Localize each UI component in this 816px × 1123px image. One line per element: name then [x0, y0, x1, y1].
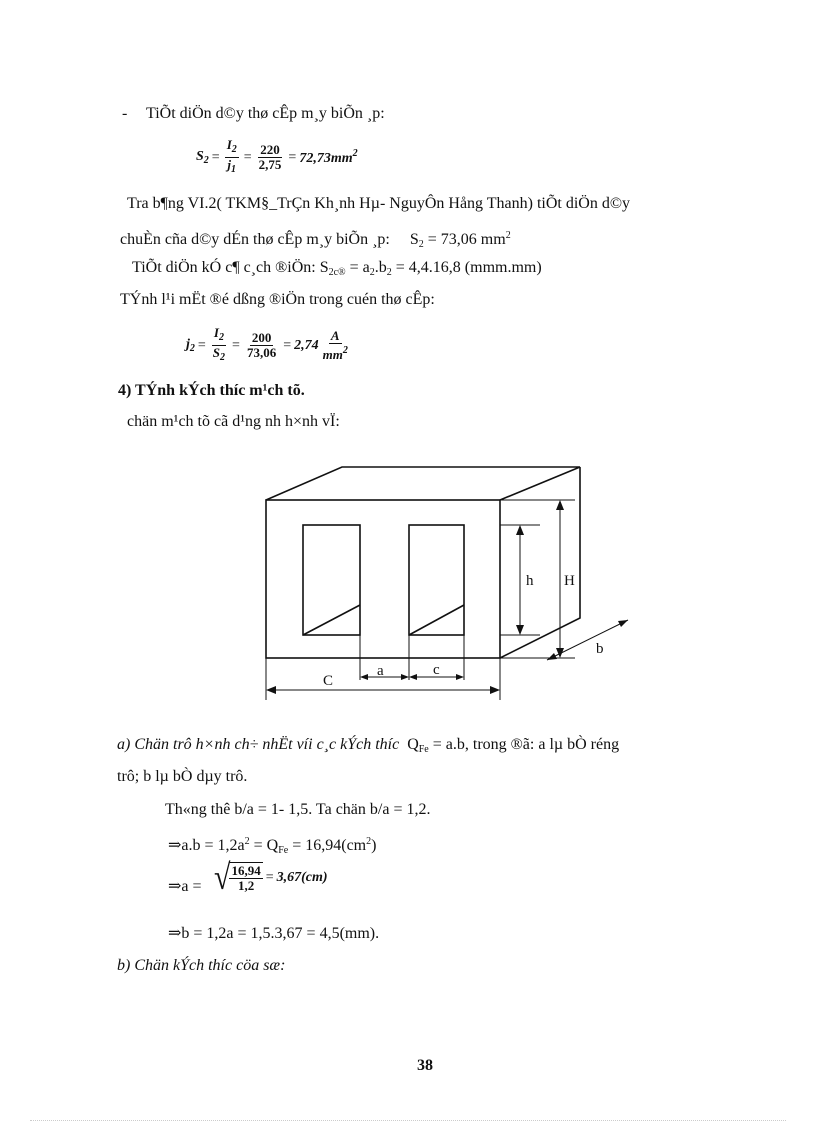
eq2-lhs: $j_2$ — [186, 337, 195, 354]
eq1-equals-3: = — [288, 149, 297, 165]
text-line-b: ⇒b = 1,2a = 1,5.3,67 = 4,5(mm). — [168, 925, 380, 942]
window-left-diagonal — [303, 605, 360, 635]
eq3-equals: = — [265, 869, 274, 885]
arrow-H-bot — [556, 648, 564, 658]
core-front-face — [266, 500, 500, 658]
label-a: a — [377, 663, 384, 679]
arrow-c-right — [456, 674, 464, 680]
eq1-fraction-i-over-j: $\frac{I_2}{j_1}$ — [226, 137, 237, 175]
core-window-left — [303, 525, 360, 635]
text-line-choose-shape: chän m¹ch tõ cã d¹ng nh h×nh vÏ: — [127, 413, 340, 430]
arrow-h-bot — [516, 625, 524, 635]
eq1-fraction-values: $\frac{220}{2,75}$ — [258, 142, 282, 172]
text-line-part-a-cont: trô; b lµ bÒ dµy trô. — [117, 768, 248, 785]
core-window-right — [409, 525, 464, 635]
text-line-ab: ⇒a.b = $1,2a^2 = Q_{Fe} = 16,94(cm^2)$ — [168, 836, 377, 856]
text-line-insulated-section: TiÕt diÖn kÓ c¶ c¸ch ®iÖn: $S_{2c®} = a_2.b_2 = 4,4.16,8$ (mmm.mm) — [132, 259, 542, 278]
equation-s2 — [196, 138, 358, 177]
arrow-H-top — [556, 500, 564, 510]
arrow-b-top — [618, 620, 628, 627]
label-H: H — [564, 573, 575, 589]
label-h: h — [526, 573, 534, 589]
label-c: c — [433, 662, 440, 678]
bullet-dash: - — [122, 105, 128, 122]
text-line-standard-wire: chuÈn cña d©y dÉn thø cÊp m¸y biÕn ¸p: $S_2 = 73,06$ $mm^2$ — [120, 230, 511, 250]
eq2-result: 2,74 — [294, 337, 319, 353]
arrow-h-top — [516, 525, 524, 535]
transformer-core-diagram — [250, 455, 650, 705]
eq1-lhs: $S_2$ — [196, 149, 209, 166]
eq2-equals-2: = — [232, 337, 240, 353]
section-heading-magnetic-circuit: 4) TÝnh kÝch thíc m¹ch tõ. — [118, 382, 305, 399]
label-b: b — [596, 641, 604, 657]
equation-j2 — [186, 326, 352, 365]
arrow-C-right — [490, 686, 500, 694]
eq2-fraction-values: $\frac{200}{73,06}$ — [246, 330, 277, 360]
eq2-fraction-i-over-s: $\frac{I_2}{S_2}$ — [212, 325, 226, 363]
eq1-equals: = — [211, 149, 220, 165]
equation-a-sqrt — [214, 857, 328, 897]
eq3-result: 3,67(cm) — [276, 869, 328, 885]
text-line-a-prefix: ⇒a = — [168, 878, 202, 895]
sqrt-expression: √ $\frac{16,94}{1,2}$ — [214, 857, 261, 897]
arrow-b-bot — [547, 653, 557, 660]
eq2-equals-3: = — [283, 337, 292, 353]
core-top-face — [266, 467, 580, 500]
page-number: 38 — [417, 1057, 433, 1074]
window-right-diagonal — [409, 605, 464, 635]
label-C: C — [323, 673, 334, 689]
text-line-table-reference: Tra b¶ng VI.2( TKM§_TrÇn Kh¸nh Hµ- NguyÔn Hång Thanh) tiÕt diÖn d©y — [127, 195, 630, 212]
arrow-a-left — [360, 674, 368, 680]
eq1-equals-2: = — [243, 149, 252, 165]
eq2-unit-fraction: $\frac{A}{mm^2}$ — [322, 328, 348, 362]
text-line-part-a: a) Chän trô h×nh ch÷ nhËt víi c¸c kÝch thíc $Q_{Fe} = a.b$, trong ®ã: a lµ bÒ réng — [117, 736, 620, 755]
text-line-cross-section: TiÕt diÖn d©y thø cÊp m¸y biÕn ¸p: — [146, 105, 385, 122]
eq1-result: $72,73mm^2$ — [299, 148, 358, 166]
text-line-ratio: Th«ng thê b/a = 1- 1,5. Ta chän b/a = 1,2. — [165, 801, 431, 818]
footer-dotted-rule — [30, 1120, 786, 1121]
arrow-c-left — [409, 674, 417, 680]
arrow-C-left — [266, 686, 276, 694]
eq2-equals: = — [197, 337, 206, 353]
text-line-part-b: b) Chän kÝch thíc cöa sæ: — [117, 957, 286, 974]
arrow-a-right — [401, 674, 409, 680]
text-line-current-density: TÝnh l¹i mËt ®é dßng ®iÖn trong cuén thø cÊp: — [120, 291, 435, 308]
